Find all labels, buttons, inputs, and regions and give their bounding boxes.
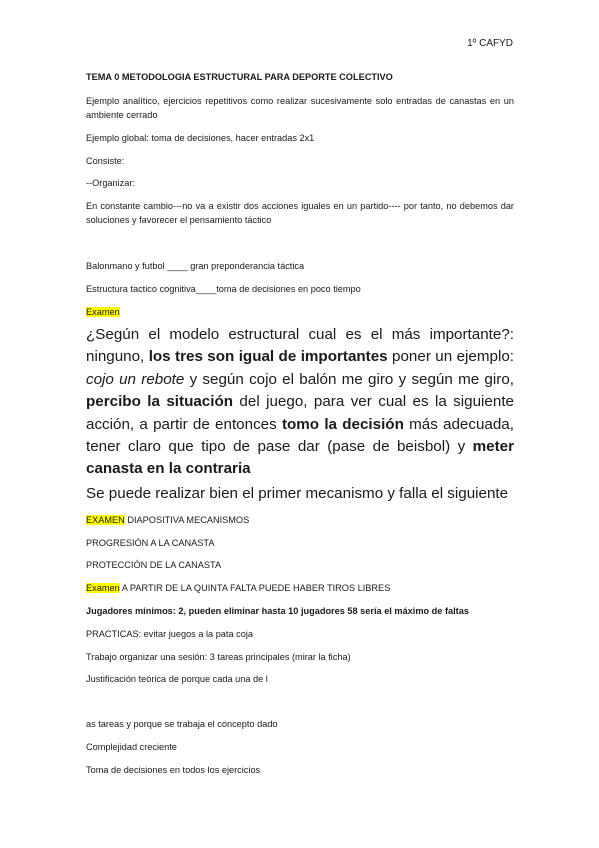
list-complejidad: Complejidad creciente bbox=[86, 742, 177, 752]
examen-highlight-3: Examen bbox=[86, 583, 120, 593]
list-practicas: PRACTICAS: evitar juegos a la pata coja bbox=[86, 629, 253, 639]
examen-highlight: Examen bbox=[86, 307, 120, 317]
list-proteccion: PROTECCIÓN DE LA CANASTA bbox=[86, 560, 222, 570]
question-text-2: poner un ejemplo: bbox=[387, 348, 514, 366]
list-examen-diapositiva bbox=[86, 514, 514, 528]
list-tareas: as tareas y porque se trabaja el concepto dado bbox=[86, 719, 278, 729]
examen-diapositiva-text: DIAPOSITIVA MECANISMOS bbox=[124, 515, 250, 525]
examen-highlight-2: EXAMEN bbox=[86, 515, 125, 525]
question-text-5: más adecuada, tener claro que tipo de pase dar (pase de beisbol) y bbox=[86, 415, 514, 456]
question-bold-4: meter canasta en la contraria bbox=[86, 438, 514, 478]
question-italic-1: cojo un rebote bbox=[86, 370, 185, 388]
list-trabajo: Trabajo organizar una sesión: 3 tareas principales (mirar la ficha) bbox=[86, 652, 351, 662]
list-progresion: PROGRESIÓN A LA CANASTA bbox=[86, 538, 215, 548]
paragraph-estructura: Estructura tactico cognitiva____toma de decisiones en poco tiempo bbox=[86, 284, 361, 294]
question-text-1: ¿Según el modelo estructural cual es el más importante?: ninguno, bbox=[86, 326, 514, 366]
list-examen-faltas bbox=[86, 582, 514, 596]
document-title: TEMA 0 METODOLOGIA ESTRUCTURAL PARA DEPORTE COLECTIVO bbox=[86, 72, 393, 82]
list-jugadores: Jugadores mínimos: 2, pueden eliminar hasta 10 jugadores 58 sería el máximo de faltas bbox=[86, 606, 469, 616]
paragraph-consiste: Consiste: bbox=[86, 156, 125, 166]
question-bold-2: percibo la situación bbox=[86, 393, 234, 411]
paragraph-mecanismo: Se puede realizar bien el primer mecanismo y falla el siguiente bbox=[86, 485, 509, 502]
course-header: 1º CAFYD bbox=[467, 38, 513, 49]
paragraph-global: Ejemplo global: toma de decisiones, hacer entradas 2x1 bbox=[86, 133, 315, 143]
examen-label-row bbox=[86, 306, 514, 320]
list-toma-decisiones: Toma de decisiones en todos los ejercicios bbox=[86, 765, 261, 775]
paragraph-balonmano: Balonmano y futbol ____ gran preponderancia táctica bbox=[86, 261, 305, 271]
paragraph-cambio: En constante cambio---no va a existir dos acciones iguales en un partido---- por tanto, no debemos dar soluciones y favorecer el pensamiento táctico bbox=[86, 201, 514, 225]
question-bold-3: tomo la decisión bbox=[281, 415, 404, 433]
examen-faltas-text: A PARTIR DE LA QUINTA FALTA PUEDE HABER TIROS LIBRES bbox=[119, 583, 391, 593]
question-paragraph bbox=[86, 324, 514, 481]
question-text-3: y según cojo el balón me giro y según me giro, bbox=[184, 370, 514, 388]
paragraph-organizar: --Organizar: bbox=[86, 178, 136, 188]
list-justificacion: Justificación teórica de porque cada una de l bbox=[86, 674, 268, 684]
question-bold-1: los tres son igual de importantes bbox=[148, 348, 388, 366]
question-text-4: del juego, para ver cual es la siguiente acción, a partir de entonces bbox=[86, 393, 514, 433]
paragraph-analitico: Ejemplo analítico, ejercicios repetitivos como realizar sucesivamente solo entradas de canastas en un ambiente cerrado bbox=[86, 96, 514, 120]
